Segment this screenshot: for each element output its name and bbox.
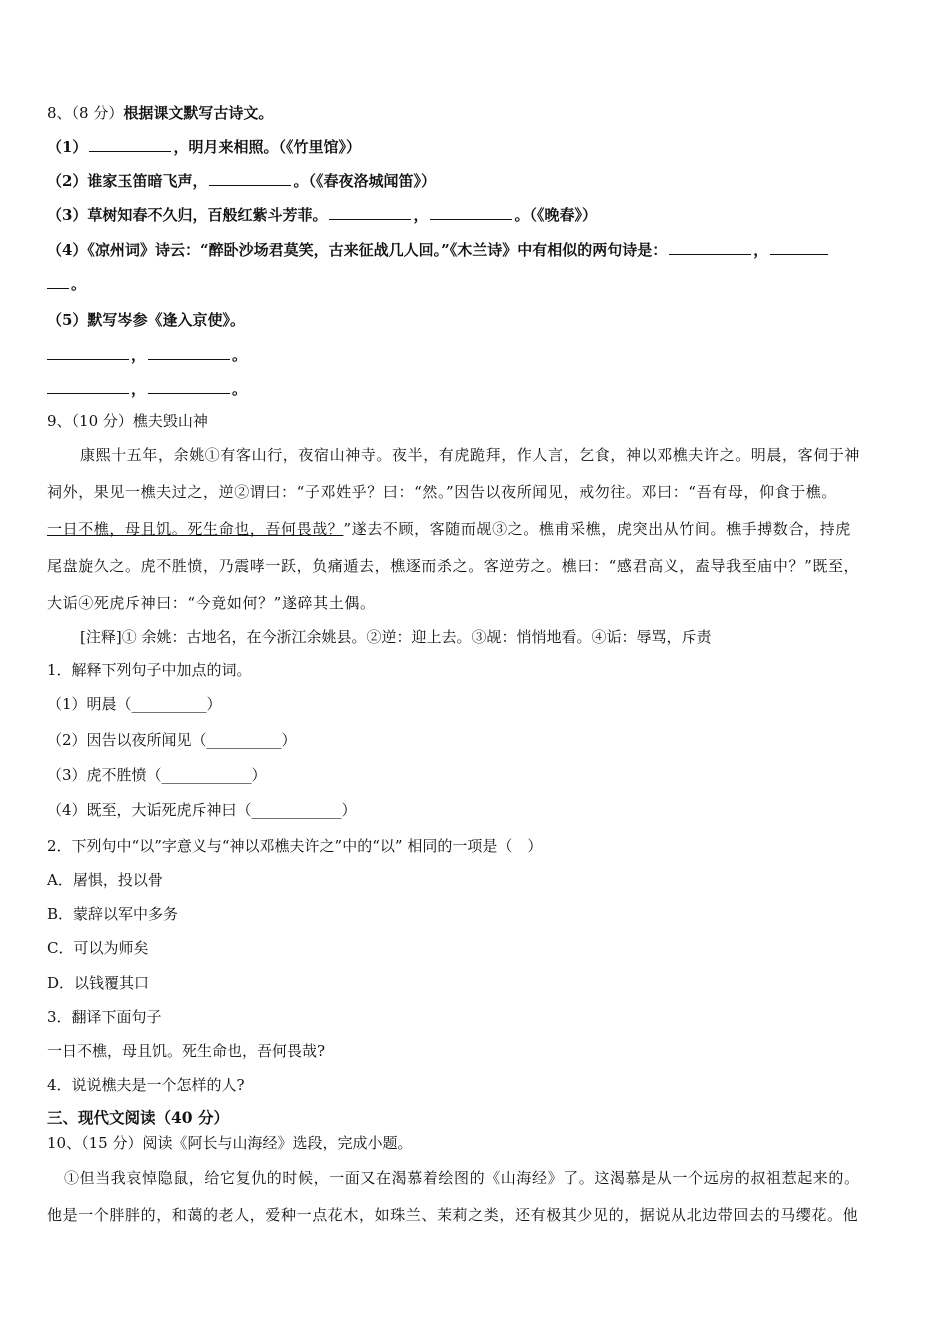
answer-blank xyxy=(770,239,828,255)
q9-sub3-title: 3．翻译下面句子 xyxy=(47,1008,162,1026)
q8-part3 xyxy=(47,204,905,226)
answer-blank xyxy=(148,378,230,394)
q9-sub1-item xyxy=(47,729,905,751)
answer-blank: ____________ xyxy=(161,766,252,784)
answer-blank: __________ xyxy=(206,731,282,749)
item-end: ） xyxy=(281,731,297,749)
q8-part4-cont xyxy=(47,273,905,295)
q9-passage-line: 大诟④死虎斥神曰：“今竟如何？”遂碎其土偶。 xyxy=(47,594,376,612)
comma: ， xyxy=(413,206,429,224)
q9-option: C．可以为师矣 xyxy=(47,939,149,957)
answer-blank xyxy=(329,204,411,220)
q9-sub4-title: 4．说说樵夫是一个怎样的人? xyxy=(47,1076,245,1094)
item-label: （2）因告以夜所闻见（ xyxy=(47,731,207,749)
q8-part2-tail: 。（《春夜洛城闻笛》） xyxy=(293,172,436,190)
period: 。 xyxy=(232,346,248,364)
q9-sub2-title: 2．下列句中“以”字意义与“神以邓樵夫许之”中的“以” 相同的一项是（ ） xyxy=(47,837,543,855)
q9-sub1-item xyxy=(47,764,905,786)
q8-part4-tail: 。 xyxy=(71,275,87,293)
answer-blank: ____________ xyxy=(251,801,342,819)
q8-part3-text: （3）草树知春不久归，百般红紫斗芳菲。 xyxy=(47,206,328,224)
q9-sub1-title: 1．解释下列句子中加点的词。 xyxy=(47,661,252,679)
comma: ， xyxy=(131,380,147,398)
q10-passage-line: ①但当我哀悼隐鼠，给它复仇的时候，一面又在渴慕着绘图的《山海经》了。这渴慕是从一个远房的叔祖惹起来的。 xyxy=(64,1169,860,1187)
q8-header xyxy=(47,102,905,124)
item-end: ） xyxy=(251,766,267,784)
q8-part3-tail: 。（《晚春》） xyxy=(514,206,597,224)
q8-part2 xyxy=(47,170,905,192)
q8-part1-text: ，明月来相照。（《竹里馆》） xyxy=(173,138,361,156)
answer-blank xyxy=(47,273,69,289)
comma: ， xyxy=(131,346,147,364)
answer-blank: __________ xyxy=(131,695,207,713)
answer-blank xyxy=(89,136,171,152)
q9-option: D．以钱覆其口 xyxy=(47,974,150,992)
answer-blank xyxy=(47,344,129,360)
q8-part5-line1 xyxy=(47,344,905,366)
q8-part5-line2 xyxy=(47,378,905,400)
period: 。 xyxy=(232,380,248,398)
q8-part1-label: （1） xyxy=(47,138,88,156)
q9-passage-line: 尾盘旋久之。虎不胜愤，乃震哮一跃，负痛遁去，樵逐而杀之。客逆劳之。樵曰：“感君高义，盍导我至庙中？”既至， xyxy=(47,557,860,575)
q9-passage-text: ”遂去不顾，客随而觇③之。樵甫采樵，虎突出从竹间。樵手搏数合，持虎 xyxy=(343,520,851,538)
q9-passage-line xyxy=(47,518,905,540)
comma: ， xyxy=(753,241,769,259)
q9-annotation: [注释]① 余姚：古地名，在今浙江余姚县。②逆：迎上去。③觇：悄悄地看。④诟：辱骂，斥责 xyxy=(80,628,712,646)
q10-header: 10、（15 分）阅读《阿长与山海经》选段，完成小题。 xyxy=(47,1134,413,1152)
q8-score: （8 分） xyxy=(71,104,124,122)
item-label: （1）明晨（ xyxy=(47,695,132,713)
q8-part5-text: （5）默写岑参《逢入京使》。 xyxy=(47,311,245,329)
q8-part4 xyxy=(47,239,905,261)
q9-passage-line: 祠外，果见一樵夫过之，逆②谓曰：“子邓姓乎？曰：“然。”因告以夜所闻见，戒勿往。邓曰：“吾有母，仰食于樵。 xyxy=(47,483,837,501)
q8-instruction: 根据课文默写古诗文。 xyxy=(123,104,274,122)
answer-blank xyxy=(47,378,129,394)
q8-part4-text: （4）《凉州词》诗云：“醉卧沙场君莫笑，古来征战几人回。”《木兰诗》中有相似的两句诗是： xyxy=(47,241,668,259)
item-label: （3）虎不胜愤（ xyxy=(47,766,162,784)
answer-blank xyxy=(209,170,291,186)
answer-blank xyxy=(669,239,751,255)
q10-passage-line: 他是一个胖胖的，和蔼的老人，爱种一点花木，如珠兰、茉莉之类，还有极其少见的，据说从北边带回去的马缨花。他 xyxy=(47,1206,859,1224)
section-title: 三、现代文阅读（40 分） xyxy=(47,1108,229,1127)
q9-sub1-item xyxy=(47,799,905,821)
answer-blank xyxy=(430,204,512,220)
q9-option: B．蒙辞以军中多务 xyxy=(47,905,179,923)
item-label: （4）既至，大诟死虎斥神曰（ xyxy=(47,801,252,819)
q9-header: 9、（10 分）樵夫毁山神 xyxy=(47,412,208,430)
underlined-sentence: 一日不樵，母且饥。死生命也，吾何畏哉？ xyxy=(47,520,344,538)
q8-part1 xyxy=(47,136,905,158)
q9-passage-line: 康熙十五年，余姚①有客山行，夜宿山神寺。夜半，有虎跪拜，作人言，乞食，神以邓樵夫许之。明晨，客伺于神 xyxy=(80,446,861,464)
q9-sub1-item xyxy=(47,693,905,715)
item-end: ） xyxy=(206,695,222,713)
q8-part5 xyxy=(47,309,905,331)
answer-blank xyxy=(148,344,230,360)
q9-sub3-sentence: 一日不樵，母且饥。死生命也，吾何畏哉? xyxy=(47,1042,326,1060)
q8-part2-text: （2）谁家玉笛暗飞声， xyxy=(47,172,208,190)
item-end: ） xyxy=(341,801,357,819)
q9-option: A．屠惧，投以骨 xyxy=(47,871,163,889)
q8-number: 8、 xyxy=(47,104,72,122)
